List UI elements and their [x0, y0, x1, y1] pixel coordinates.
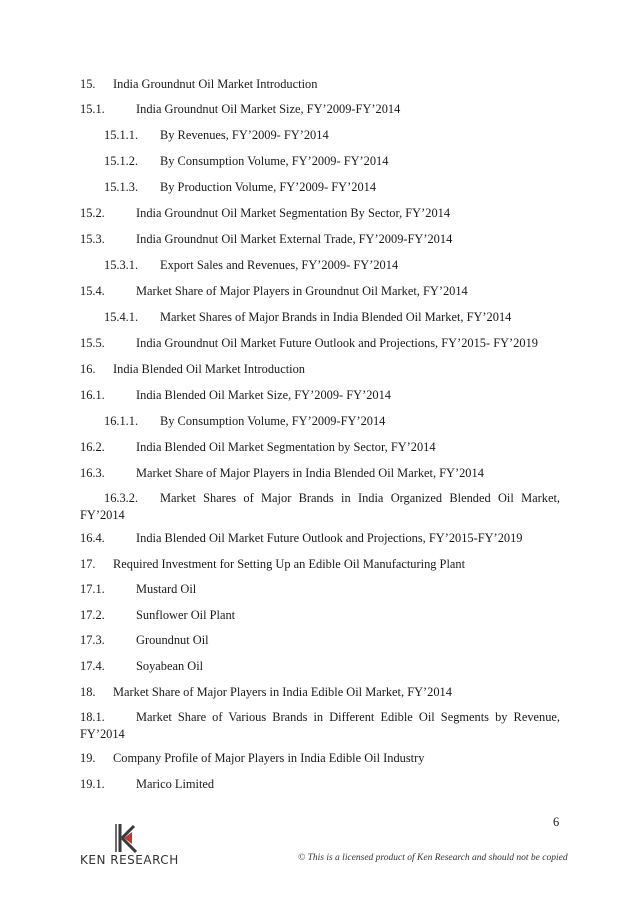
toc-entry-title: Market Share of Major Players in India Edible Oil Market, FY’2014	[113, 685, 452, 699]
toc-entry-title: Mustard Oil	[136, 582, 197, 596]
toc-entry-number: 17.1.	[80, 582, 105, 596]
toc-entry-number: 16.4.	[80, 531, 105, 545]
toc-entry-number: 15.4.1.	[104, 310, 139, 324]
toc-entry-title-continuation: FY’2014	[80, 508, 125, 522]
toc-entry-title: Sunflower Oil Plant	[136, 608, 236, 622]
toc-entry-title: Company Profile of Major Players in India Edible Oil Industry	[113, 751, 425, 765]
toc-entry-number: 16.1.1.	[104, 414, 139, 428]
brand-name: KEN RESEARCH	[80, 853, 179, 867]
toc-entry-number: 16.3.	[80, 466, 105, 480]
toc-entry-number: 17.4.	[80, 659, 105, 673]
toc-entry-number: 18.1.	[80, 710, 105, 724]
page-number: 6	[553, 815, 560, 829]
toc-entry-title: Groundnut Oil	[136, 633, 209, 647]
toc-entry-title: Required Investment for Setting Up an Edible Oil Manufacturing Plant	[113, 557, 466, 571]
toc-entry-number: 16.2.	[80, 440, 105, 454]
toc-entry-title: Soyabean Oil	[136, 659, 204, 673]
toc-entry-number: 17.	[80, 557, 96, 571]
toc-entry-number: 16.	[80, 362, 96, 376]
toc-entry-title: Marico Limited	[136, 777, 215, 791]
toc-entry-number: 16.1.	[80, 388, 105, 402]
toc-entry-title: By Production Volume, FY’2009- FY’2014	[160, 180, 377, 194]
toc-entry-number: 15.1.1.	[104, 128, 139, 142]
toc-entry-number: 15.4.	[80, 284, 105, 298]
toc-entry-title: India Blended Oil Market Future Outlook and Projections, FY’2015-FY’2019	[136, 531, 523, 545]
toc-entry-number: 19.	[80, 751, 96, 765]
toc-entry-title: India Groundnut Oil Market Introduction	[113, 77, 318, 91]
toc-entry-title-continuation: FY’2014	[80, 727, 125, 741]
toc-entry-title: India Groundnut Oil Market External Trade, FY’2009-FY’2014	[136, 232, 453, 246]
toc-entry-title: India Blended Oil Market Segmentation by Sector, FY’2014	[136, 440, 436, 454]
toc-entry-number: 15.	[80, 77, 96, 91]
toc-entry-number: 18.	[80, 685, 96, 699]
toc-entry-number: 15.3.1.	[104, 258, 139, 272]
toc-entry-title: India Groundnut Oil Market Segmentation By Sector, FY’2014	[136, 206, 451, 220]
toc-entry-number: 15.2.	[80, 206, 105, 220]
toc-entry-title: Market Share of Various Brands in Different Edible Oil Segments by Revenue,	[136, 710, 560, 724]
toc-entry-title: India Groundnut Oil Market Future Outlook and Projections, FY’2015- FY’2019	[136, 336, 538, 350]
toc-entry-number: 16.3.2.	[104, 491, 139, 505]
toc-entry-number: 17.3.	[80, 633, 105, 647]
toc-entry-title: Market Shares of Major Brands in India Organized Blended Oil Market,	[160, 491, 560, 505]
toc-entry-number: 17.2.	[80, 608, 105, 622]
toc-entry-title: Market Share of Major Players in India Blended Oil Market, FY’2014	[136, 466, 484, 480]
toc-entry-title: India Blended Oil Market Size, FY’2009- FY’2014	[136, 388, 392, 402]
ken-logo-icon	[116, 824, 136, 852]
toc-entry-number: 15.1.2.	[104, 154, 139, 168]
toc-entry-title: By Revenues, FY’2009- FY’2014	[160, 128, 329, 142]
toc-entry-title: India Blended Oil Market Introduction	[113, 362, 306, 376]
toc-entry-title: Market Shares of Major Brands in India Blended Oil Market, FY’2014	[160, 310, 512, 324]
toc-entry-number: 19.1.	[80, 777, 105, 791]
toc-entry-number: 15.1.3.	[104, 180, 139, 194]
toc-entry-title: Export Sales and Revenues, FY’2009- FY’2014	[160, 258, 399, 272]
copyright-notice: © This is a licensed product of Ken Research and should not be copied	[298, 853, 568, 863]
toc-entry-number: 15.1.	[80, 102, 105, 116]
toc-entry-title: Market Share of Major Players in Groundnut Oil Market, FY’2014	[136, 284, 468, 298]
toc-entry-title: By Consumption Volume, FY’2009-FY’2014	[160, 414, 386, 428]
toc-entry-number: 15.3.	[80, 232, 105, 246]
toc-entry-title: By Consumption Volume, FY’2009- FY’2014	[160, 154, 389, 168]
toc-entry-number: 15.5.	[80, 336, 105, 350]
toc-entry-title: India Groundnut Oil Market Size, FY’2009-FY’2014	[136, 102, 401, 116]
